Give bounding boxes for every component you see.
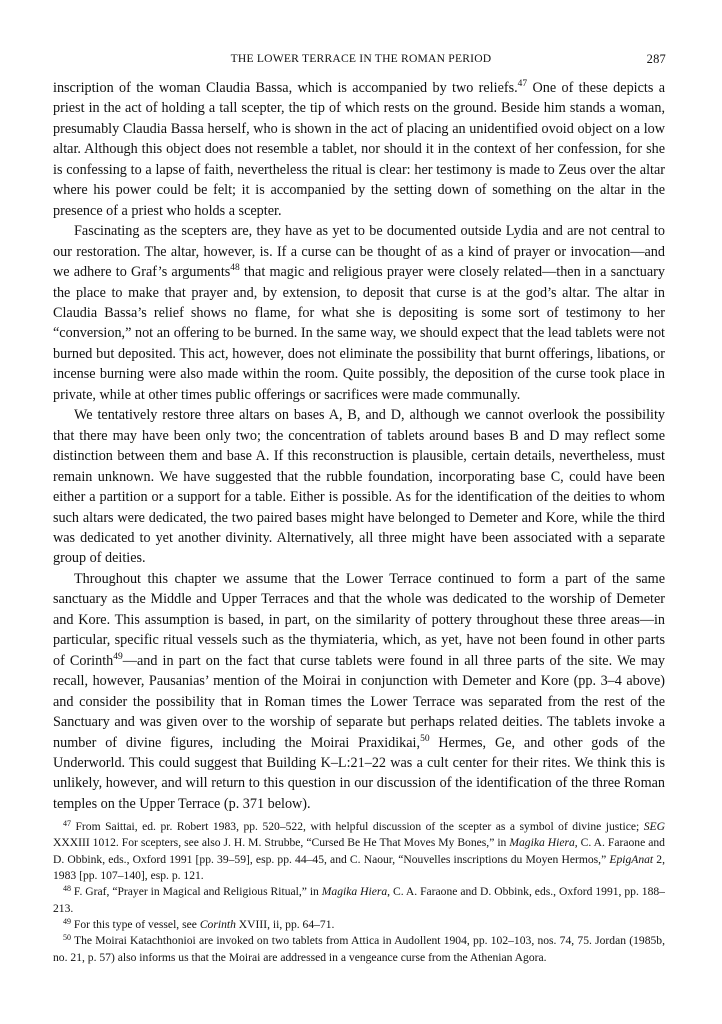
footnote-italic: Magika Hiera <box>509 836 575 850</box>
footnote-text: F. Graf, “Prayer in Magical and Religious Ritual,” in <box>71 885 322 899</box>
paragraph-text: Throughout this chapter we assume that the Lower Terrace continued to form a part of the same sanctuary as the Middle and Upper Terraces and that the whole was dedicated to the worship of Demeter and Kore. This assumption is based, in part, on the similarity of pottery throughout these three areas—in particular, specific ritual vessels such as the thymiateria, which, as yet, have not been found in other parts of Corinth <box>53 570 665 669</box>
paragraph-1 <box>53 78 665 221</box>
footnote-italic: EpigAnat <box>609 852 654 866</box>
footnote-italic: Magika Hiera <box>321 885 388 899</box>
footnote-text: XVIII, ii, pp. 64–71. <box>235 918 335 932</box>
footnote-number: 50 <box>63 933 71 943</box>
footnote-italic: SEG <box>643 820 665 833</box>
footnote-number: 48 <box>63 884 71 894</box>
main-text <box>53 78 665 814</box>
footnote-50 <box>53 933 665 966</box>
paragraph-text: Fascinating as the scepters are, they have as yet to be documented outside Lydia and are not central to our restoration. The altar, however, is. If a curse can be thought of as a kind of prayer or invocation—and we adhere to Graf’s arguments <box>53 223 665 281</box>
paragraph-2 <box>53 221 665 405</box>
footnote-text: For this type of vessel, see <box>71 918 200 932</box>
paragraph-text: —and in part on the fact that curse tablets were found in all three parts of the site. We may recall, however, Pausanias’ mention of the Moirai in conjunction with Demeter and Kore (pp. 3–4 above) and consider the possibility that in Roman times the Lower Terrace was separated from the rest of the Sanctuary and was given over to the worship of separate but perhaps related deities. The tablets invoke a number of divine figures, including the Moirai Praxidikai, <box>53 652 666 751</box>
footnote-49 <box>53 917 665 933</box>
footnote-italic: Corinth <box>199 918 236 932</box>
footnote-ref-50: 50 <box>420 733 430 744</box>
running-title: THE LOWER TERRACE IN THE ROMAN PERIOD <box>230 52 492 65</box>
footnote-ref-49: 49 <box>113 651 123 662</box>
footnote-text: XXXIII 1012. For scepters, see also J. H. M. Strubbe, “Cursed Be He That Moves My Bones,” in <box>53 836 510 850</box>
footnote-number: 49 <box>63 917 71 927</box>
paragraph-4 <box>53 569 665 814</box>
paragraph-text: One of these depicts a priest in the act of holding a tall scepter, the tip of which rests on the ground. Beside him stands a woman, presumably Claudia Bassa herself, who is shown in the act of placing an unidentified ovoid object on a low altar. Although this object does not resemble a tablet, nor should it in the context of her confession, for she is confessing to a lapse of faith, nevertheless the ritual is clear: her testimony is made to Zeus over the altar where his power could be felt; it is accompanied by the setting down of something on the altar in the presence of a priest who holds a scepter. <box>53 80 666 219</box>
footnote-text: , C. A. Faraone and D. Obbink, eds., Oxford 1991, pp. 188–213. <box>53 885 665 915</box>
footnote-47 <box>53 819 665 884</box>
footnote-48 <box>53 884 665 917</box>
footnote-text: , C. A. Faraone and D. Obbink, eds., Oxford 1991 [pp. 39–59], esp. pp. 44–45, and C. Naour, “Nouvelles inscriptions du Moyen Hermos,” <box>53 836 665 866</box>
paragraph-text: that magic and religious prayer were closely related—then in a sanctuary the place to make that prayer and, by extension, to deposit that curse is at the god’s altar. The altar in Claudia Bassa’s relief shows no flame, for what she is depositing is some sort of testimony to her “conversion,” not an offering to be burned. In the same way, we should expect that the lead tablets were not burned but deposited. This act, however, does not eliminate the possibility that burnt offerings, libations, or incense burning were also made within the room. Quite possibly, the deposition of the curse took place in private, while at other times public offerings or sacrifices were made communally. <box>53 264 665 403</box>
running-header <box>56 52 666 72</box>
footnote-ref-48: 48 <box>230 263 240 274</box>
footnote-text: The Moirai Katachthonioi are invoked on two tablets from Attica in Audollent 1904, pp. 102–103, nos. 74, 75. Jordan (1985b, no. 21, p. 57) also informs us that the Moirai are addressed in a vengeance curse from the Athenian Agora. <box>53 934 665 964</box>
footnote-text: 2, 1983 [pp. 107–140], esp. p. 121. <box>53 852 665 883</box>
footnotes <box>53 819 665 966</box>
paragraph-text: Hermes, Ge, and other gods of the Underworld. This could suggest that Building K–L:21–22 was a cult center for their rites. We think this is unlikely, however, and will return to this question in our discussion of the identification of the three Roman temples on the Upper Terrace (p. 371 below). <box>53 734 665 812</box>
paragraph-text: inscription of the woman Claudia Bassa, which is accompanied by two reliefs. <box>53 80 518 96</box>
footnote-text: From Saittai, ed. pr. Robert 1983, pp. 520–522, with helpful discussion of the scepter as a symbol of divine justice; <box>71 820 644 833</box>
footnote-number: 47 <box>63 819 71 828</box>
page-number: 287 <box>646 52 666 66</box>
footnote-ref-47: 47 <box>517 79 528 89</box>
paragraph-3: We tentatively restore three altars on bases A, B, and D, although we cannot overlook the possibility that there may have been only two; the concentration of tablets around bases B and D may reflect some distinction between them and base A. If this reconstruction is plausible, certain details, nevertheless, must remain unknown. We have suggested that the rubble foundation, incorporating base C, could have been either a partition or a support for a table. Either is possible. As for the identification of the deities to whom such altars were dedicated, the two paired bases might have belonged to Demeter and Kore, while the third was dedicated to yet another divinity. Alternatively, all three might have been associated with a separate group of deities. <box>53 407 665 567</box>
